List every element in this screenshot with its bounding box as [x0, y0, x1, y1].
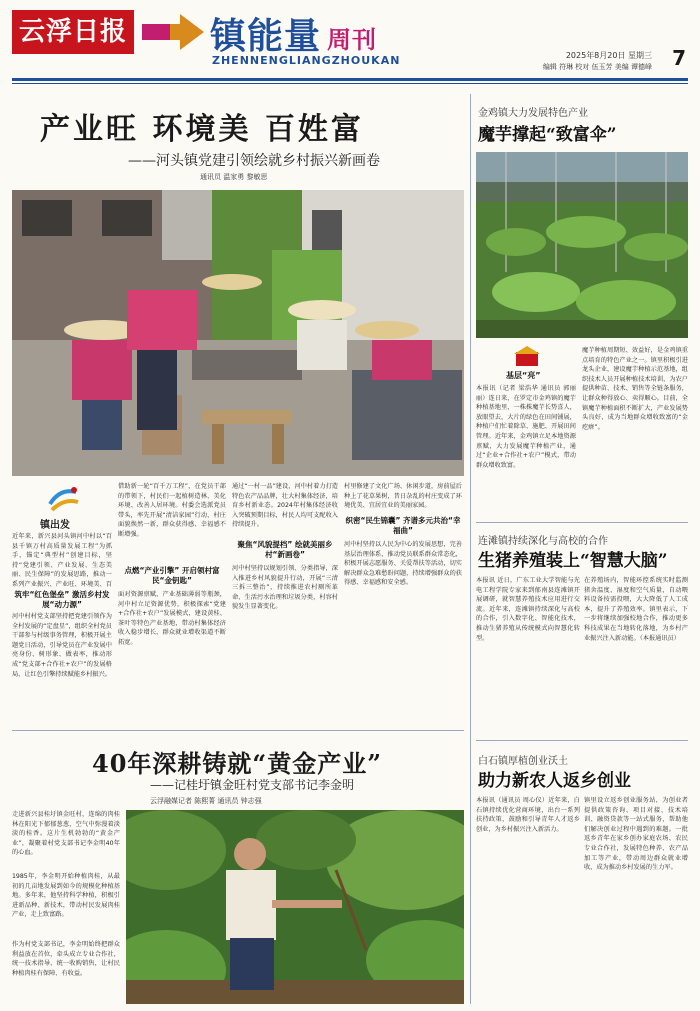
- pig-body-col2: 在养殖场内，智能环控系统实时监测猪舍温度、湿度和空气质量，自动喂料设备按需投喂，大大降低了人工成本，提升了养殖效率。镇里表示，下一步将继续加强校地合作，推动更多科技成果在当地转化落地，为乡村产业振兴注入新动能。（本报通讯员）: [584, 577, 688, 642]
- tag-jiceng-liang: 基层“亮”: [506, 371, 541, 380]
- pig-body-col1: 本报讯 近日，广东工业大学智能与光电工程学院专家来到郁南县连滩镇开展调研，就智慧养殖技术应用进行交流。近年来，连滩镇持续深化与高校的合作，引入数字化、智能化技术，推动生猪养殖从传统模式向智慧化转型。: [476, 577, 580, 642]
- konjac-headline: 魔芋撑起“致富伞”: [478, 125, 617, 145]
- lead-col4-subhead: 织密“民生锦囊” 齐谱多元共治“幸福曲”: [345, 516, 461, 535]
- cinnamon-subhead: ——记桂圩镇金旺村党支部书记李金明: [150, 778, 355, 792]
- page-number: 7: [672, 46, 686, 70]
- konjac-kicker: 金鸡镇大力发展特色产业: [478, 108, 588, 119]
- konjac-body-col2: 魔芋种植周期短、效益好，是金鸡镇重点培育的特色产业之一。镇里积极引进龙头企业，建设魔芋种植示范基地，组织技术人员开展种植技术培训，为农户提供种苗、技术、销售等全链条服务，让群众种得放心、卖得顺心。目前，全镇魔芋种植面积不断扩大，产业发展势头良好，成为当地群众增收致富的“金疙瘩”。: [582, 347, 688, 431]
- lead-col2-subhead: 点燃“产业引擎” 开启领村富民“金钥匙”: [124, 566, 220, 585]
- cinnamon-headline: 40年深耕铸就“黄金产业”: [92, 749, 383, 778]
- pig-kicker: 连滩镇持续深化与高校的合作: [478, 536, 608, 547]
- cinnamon-col1b-text: 1985年，李金明开始种植肉桂，从最初的几亩地发展到如今的规模化种植基地。多年来，他坚持科学种植，积极引进新品种、新技术，带动村民发展肉桂产业，走上致富路。: [12, 873, 120, 919]
- masthead: [0, 0, 700, 88]
- lead-col4-text: 村里修建了文化广场、休闲步道，房前屋后种上了花草果树，昔日杂乱的村庄变成了环境优美、宜居宜业的美丽家园。: [344, 483, 462, 510]
- masthead-rule-thin: [12, 83, 688, 84]
- lead-col1-subhead: 筑牢“红色堡垒” 激活乡村发展“动力源”: [14, 590, 110, 609]
- cinnamon-farmer-photo: [126, 810, 464, 1004]
- arrow-icon: [140, 12, 206, 52]
- cinnamon-col1c-text: 作为村党支部书记，李金明始终把群众利益放在首位，牵头成立专业合作社，统一技术指导、统一收购销售，让村民种植肉桂有保障、有收益。: [12, 941, 120, 977]
- lead-col1-text: 近年来，新兴县河头镇河中村以“百县千镇万村高质量发展工程”为抓手，锚定“典型村”创建目标，坚持“党建引领、产业发展、生态美丽、民生保障”的发展思路，推动一系列产业振兴、产业旺、环境美、百: [12, 533, 112, 588]
- issue-editors: 编辑 符琳 校对 伍玉芳 美编 谭德峰: [542, 63, 652, 71]
- baishi-kicker: 白石镇厚植创业沃土: [478, 756, 568, 767]
- lead-col4b-text: 河中村坚持以人民为中心的发展思想，完善基层治理体系，推动党员联系群众常态化，积极开展志愿服务、关爱帮扶等活动，切实解决群众急难愁盼问题，持续增强群众的获得感、幸福感和安全感。: [344, 541, 462, 587]
- lead-col2b-text: 面对资源禀赋，产业基础薄弱等瓶颈，河中村立足资源优势，积极探索“党建+合作社+农户”发展模式，建设黄桂、茶叶等特色产业基地，带动村集体经济收入稳步增长，群众就业增收渠道不断拓宽。: [118, 591, 226, 646]
- right-divider-1: [476, 522, 688, 523]
- cinnamon-col1-text: 走进新兴县桂圩镇金旺村，连绵的肉桂林在阳光下郁郁葱葱，空气中弥漫着淡淡的桂香。这片生机勃勃的“黄金产业”，凝聚着村党支部书记李金明40年的心血。: [12, 811, 120, 857]
- zhenchufa-icon: [46, 484, 82, 514]
- brand-pinyin: ZHENNENGLIANGZHOUKAN: [212, 54, 401, 67]
- lead-col2-text: 借助新一轮“百千万工程”，在党员干部的带领下，村民们一起植树造林、美化环境、改善人居环境。村委会选派党员带头，率先开展“清洁家园”行动，村庄面貌焕然一新，群众获得感、幸福感不断增强。: [118, 483, 226, 538]
- konjac-field-photo: [476, 152, 688, 338]
- baishi-headline: 助力新农人返乡创业: [478, 771, 631, 791]
- baishi-body-col1: 本报讯（通讯员 周心仪）近年来，白石镇持续优化营商环境，出台一系列扶持政策，鼓励和引导青年人才返乡创业，为乡村振兴注入新活力。: [476, 797, 580, 833]
- lead-headline: 产业旺 环境美 百姓富: [40, 112, 364, 147]
- lead-col3b-text: 河中村坚持以规划引领、分类指导，深入推进乡村风貌提升行动，开展“三清三拆三整治”，持续推进农村厕所革命、生活污水治理和垃圾分类，村容村貌发生显著变化。: [232, 565, 338, 611]
- section-divider: [12, 730, 464, 731]
- brand-weekly: 周刊: [327, 26, 378, 54]
- konjac-body-col1: 本报讯（记者 梁浩华 通讯员 郭丽丽）连日来，在罗定市金鸡镇的魔芋种植基地里，一株株魔芋长势喜人，放眼望去，大片的绿色在田间铺展，种植户们忙着除草、施肥、开展田间管理。近年来，金鸡镇立足本地资源禀赋，大力发展魔芋种植产业，通过“企业+合作社+农户”模式，带动群众增收致富。: [476, 385, 576, 469]
- issue-date: 2025年8月20日 星期三: [565, 51, 652, 60]
- right-divider-2: [476, 740, 688, 741]
- jiceng-liang-icon: [512, 346, 542, 368]
- column-divider: [470, 94, 471, 1004]
- brand-title: 镇能量: [210, 16, 322, 57]
- lead-col3-subhead: 聚焦“风貌提档” 绘就美丽乡村“新画卷”: [237, 540, 333, 559]
- baishi-body-col2: 镇里设立返乡创业服务站，为创业者提供政策咨询、项目对接、技术培训、融资贷款等一站式服务，帮助他们解决创业过程中遇到的难题。一批返乡青年在家乡创办家庭农场、农民专业合作社，发展特色种养、农产品加工等产业，带动周边群众就业增收，成为推动乡村发展的生力军。: [584, 797, 688, 872]
- lead-byline: 通讯员 温家勇 黎敏思: [200, 173, 268, 181]
- newspaper-logo: 云浮日报: [12, 10, 134, 54]
- tag-zhenchufa: 镇出发: [40, 520, 70, 531]
- section-brand: [210, 8, 377, 59]
- masthead-rule: [12, 78, 688, 81]
- lead-photo: [12, 190, 464, 476]
- cinnamon-byline: 云浮融媒记者 陈熙菁 通讯员 钟志强: [150, 797, 262, 805]
- lead-subhead: ——河头镇党建引领绘就乡村振兴新画卷: [128, 153, 380, 169]
- lead-col3-text: 通过“一村一品”建设，河中村着力打造特色农产品品牌，壮大村集体经济，培育乡村新业态。2024年村集体经济收入突破预期目标，村民人均可支配收入持续提升。: [232, 483, 338, 529]
- lead-col1b-text: 河中村村党支部坚持把党建引领作为全村发展的“定盘星”，组织全村党员干部参与村级事务管理，积极开展主题党日活动，引导党员在产业发展中亮身份、树形象、做表率，推动形成“党支部+合作社+农户”的发展格局，让红色引擎持续赋能乡村振兴。: [12, 613, 112, 678]
- pig-headline: 生猪养殖装上“智慧大脑”: [478, 551, 668, 571]
